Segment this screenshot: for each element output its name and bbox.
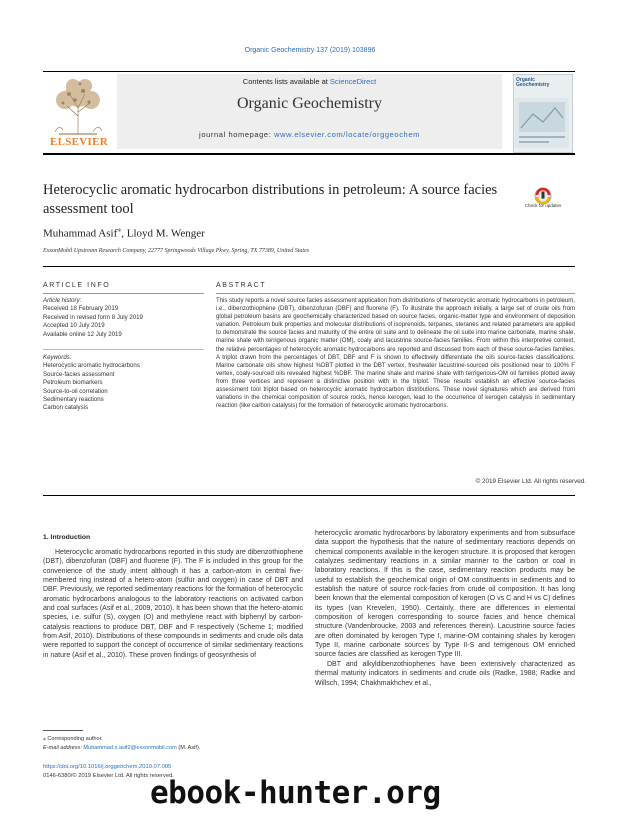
article-info-rule xyxy=(43,293,204,294)
history-received: Received 18 February 2019 xyxy=(43,305,119,313)
paragraph: Heterocyclic aromatic hydrocarbons reported in this study are dibenzothiophene (DBT), dibenzofuran (DBF) and fluorene (F). The F is included in this group for the convenience of the study intent although it has a carbon-atom in central five-membered ring instead of a hetero-atom (sulfur and oxygen) in case of DBT and DBF. Previously, we reported sedimentary reactions for the formation of heterocyclic aromatic hydrocarbons analogous to the laboratory reactions on activated carbon and coal surfaces (Asif et al., 2009, 2010). It has been shown that the hetero-atomic species, i.e. sulfur (S), oxygen (O) and methylene react with biphenyl by carbon-catalysis reactions to produce DBT, DBF and F respectively (Scheme 1; modified from Asif, 2010). Distributions of these compounds in sediments and crude oils data were reported to support the concept of occurrence of similar sedimentary reactions in nature (Asif et al., 2010). These proven findings of geosynthesis of xyxy=(43,549,303,659)
keyword-item: Sedimentary reactions xyxy=(43,396,104,404)
history-label: Article history: xyxy=(43,297,82,304)
article-history xyxy=(43,297,204,339)
keyword-item: Petroleum biomarkers xyxy=(43,379,103,387)
check-for-updates-label[interactable]: Check for updates xyxy=(524,203,562,208)
journal-citation-link[interactable]: Organic Geochemistry 137 (2019) 103896 xyxy=(244,47,376,54)
contents-prefix: Contents lists available at xyxy=(242,77,330,86)
article-info-heading: ARTICLE INFO xyxy=(43,282,111,289)
keyword-item: Source-facies assessment xyxy=(43,370,115,378)
cover-title: Organic Geochemistry xyxy=(516,77,550,89)
introduction-heading: 1. Introduction xyxy=(43,534,91,541)
abstract-text: This study reports a novel source facies assessment application from distributions of heterocyclic aromatic hydrocarbons in petroleum, i.e., dibenzothiophene (DBT), dibenzofuran (DBF) and fluorene (F). To illustrate the approach initially, a large set of crude oils from global petroleum basins are geochemically characterized based on source facies, organic-matter type and environment of deposition variation. Petroleum bulk properties and molecular distributions of isoprenoids, terpanes, steranes and related parameters are applied to demonstrate the source facies and maturity of the entire oil suite and to delineate the oil suite into marine carbonate, marine shale, marine shale with terrigenous organic matter (OM), coaly and lacustrine source-facies families. From within this interpretive context, the relative percentages of heterocyclic aromatic hydrocarbons are reported and discussed from each of these source-facies families. A triplot drawn from the percentages of DBT, DBF and F is shown to effectively differentiate the oils source-facies classifications. Marine carbonate oils show highest %DBT plotted in the DBT vertex, freshwater lacustrine-sourced oils positioned near to 100% F vertex, coaly-sourced oils revealed highest %DBF. The marine shale and marine shale with terrigenous-OM oil families plotted away from three vertices and represent a distinctive position with in the triplot. These results establish an effective source-facies assessment tool triplot based on heterocyclic aromatic hydrocarbon distributions. These novel signatures which are derived from variations in the chemical composition of source rocks, hence kerogen, lead to the occurrence of kerogen catalysis in sedimentary reaction (like carbon catalysis) for the formation of heterocyclic aromatic hydrocarbons. xyxy=(216,298,575,410)
email-line xyxy=(43,744,313,753)
keywords-rule xyxy=(43,349,204,350)
author-line xyxy=(43,225,205,240)
keyword-item: Heterocyclic aromatic hydrocarbons xyxy=(43,362,140,370)
journal-homepage-line xyxy=(117,130,502,139)
abstract-heading: ABSTRACT xyxy=(216,282,267,289)
affiliation: ExxonMobil Upstream Research Company, 22777 Springwoods Village Pkwy, Spring, TX 77389, United States xyxy=(43,248,310,254)
doi-link[interactable]: https://doi.org/10.1016/j.orggeochem.2019.07.005 xyxy=(43,764,172,770)
keywords xyxy=(43,354,204,413)
paragraph: DBT and alkyldibenzothiophenes have been extensively characterized as thermal maturity indicators in sediments and crude oils (Radke, 1988; Radke and Willsch, 1994; Chakhmakhchev et al., xyxy=(315,660,575,687)
author-wenger: Lloyd M. Wenger xyxy=(126,227,205,240)
abstract-rule xyxy=(216,293,575,294)
email-link[interactable]: Muhammad.x.asif2@exxonmobil.com xyxy=(83,745,177,752)
article-title: Heterocyclic aromatic hydrocarbon distributions in petroleum: A source facies assessment tool xyxy=(43,182,498,217)
history-revised: Received in revised form 8 July 2019 xyxy=(43,313,143,321)
watermark: ebook-hunter.org xyxy=(150,775,441,811)
header-rule xyxy=(43,266,575,267)
keyword-item: Source-to-oil correlation xyxy=(43,387,108,395)
footnote-rule xyxy=(43,730,83,731)
history-accepted: Accepted 10 July 2019 xyxy=(43,322,105,330)
elsevier-wordmark: ELSEVIER xyxy=(49,136,109,148)
footnote xyxy=(43,735,313,753)
sciencedirect-link[interactable]: ScienceDirect xyxy=(329,77,377,86)
banner-bottom-rule xyxy=(43,153,575,155)
paragraph: heterocyclic aromatic hydrocarbons by laboratory experiments and from subsurface data support the hypothesis that the nature of sedimentary reactions depends on chemical components available in the kerogen structure. It is proposed that kerogen catalyzes sedimentary reactions in a similar manner to the carbon or coal in laboratory reactions. If this is the case, sedimentary reaction products may be useful to establish the geochemical origin of OM constituents in sediments and to establish the nature of source rock-facies from crude oil composition. It has long been known that the elemental composition of kerogen (O vs C and H vs C) defines its types (van Krevelen, 1950). Certainly, there are differences in elemental composition of kerogen corresponding to source facies and hence chemical structure (Vandenbroucke, 2003 and references therein). Lacustrine source facies are often dominated by kerogen Type I, marine-OM containing shales by kerogen Type II, marine carbonate sources by Type II-S and terrigenous OM enriched source facies are classified as kerogen Type III. xyxy=(315,530,575,659)
history-online: Available online 12 July 2019 xyxy=(43,330,122,338)
keyword-item: Carbon catalysis xyxy=(43,404,89,412)
elsevier-tree-logo-icon xyxy=(45,76,111,136)
issn-line: 0146-6380/© 2019 Elsevier Ltd. All rights reserved. xyxy=(43,773,174,779)
homepage-url-link[interactable]: www.elsevier.com/locate/orggeochem xyxy=(274,130,420,139)
banner-top-rule xyxy=(43,71,575,72)
keywords-label: Keywords: xyxy=(43,354,72,361)
contents-line xyxy=(117,77,502,86)
abstract-bottom-rule xyxy=(43,495,575,496)
author-separator: , xyxy=(121,227,127,240)
corresponding-author-note: ⁎ Corresponding author. xyxy=(43,736,103,742)
email-label: E-mail address: xyxy=(43,745,84,752)
body-column-left xyxy=(43,548,303,660)
journal-name: Organic Geochemistry xyxy=(237,95,382,112)
email-suffix: (M. Asif). xyxy=(176,745,201,752)
body-column-right xyxy=(315,529,575,688)
cover-artwork xyxy=(515,98,569,148)
copyright-notice: © 2019 Elsevier Ltd. All rights reserved. xyxy=(475,478,586,485)
corresponding-author-mark[interactable]: ⁎ xyxy=(117,225,122,234)
author-asif: Muhammad Asif xyxy=(43,227,118,240)
homepage-prefix: journal homepage: xyxy=(199,130,275,139)
